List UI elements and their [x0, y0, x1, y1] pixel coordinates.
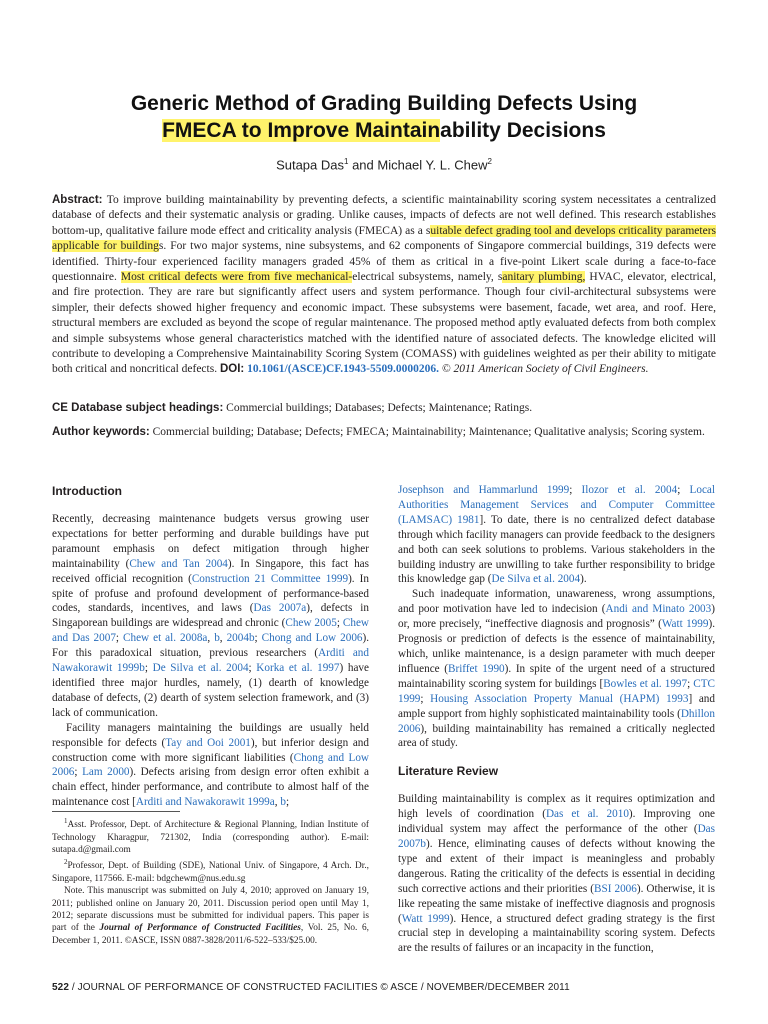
author-1: Sutapa Das: [276, 157, 344, 173]
intro-paragraph-2: [52, 721, 369, 810]
text-run: ) have identified three major hurdles, namely, (1) dearth of knowledge database of defects, (2) dearth of system selection framework, and (3) lack of communication.: [52, 662, 369, 719]
text-run: ,: [274, 796, 281, 809]
left-column: [52, 483, 369, 810]
text-run: ). Defects arising from design error often exhibit a chain effect, hinder performance, and contribute to almost half of the maintenance cost [: [52, 766, 369, 809]
author-2-affil: 2: [487, 157, 492, 166]
citation-link[interactable]: 2004b: [226, 632, 255, 645]
text-run: ). In spite of the urgent need of a structured maintainability scoring system for buildings [: [398, 662, 715, 690]
citation-link[interactable]: Das et al. 2010: [545, 808, 629, 821]
abstract-text-2: s. For two major systems, nine subsystems, and 62 components of Singapore commercial buildings, 319 defects were identified. Thirty-four experienced facility managers graded 45% of them as critical in a five-point Likert scale during a face-to-face questionnaire.: [52, 240, 716, 284]
citation-link[interactable]: Korka et al. 1997: [256, 662, 340, 675]
citation-link[interactable]: Construction 21 Committee 1999: [191, 572, 349, 585]
footnote-text: Asst. Professor, Dept. of Architecture & Regional Planning, Indian Institute of Technology Kharagpur, 721302, India (corresponding author). E-mail: sutapa.d@gmail.com: [52, 820, 369, 855]
citation-link[interactable]: b: [214, 632, 220, 645]
citation-link[interactable]: Lam 2000: [82, 766, 130, 779]
citation-link[interactable]: Dhillon 2006: [398, 707, 715, 735]
citation-link[interactable]: Housing Association Property Manual (HAPM) 1993: [430, 692, 689, 705]
text-run: ;: [285, 796, 290, 809]
abstract-label: Abstract:: [52, 194, 103, 206]
citation-link[interactable]: Chew and Tan 2004: [129, 557, 228, 570]
page-number: 522: [52, 982, 69, 993]
note-text: , Vol. 25, No. 6, December 1, 2011. ©ASCE, ISSN 0887-3828/2011/6-522–533/$25.00.: [52, 923, 370, 946]
citation-link[interactable]: Arditi and Nawakorawit 1999b: [52, 647, 369, 675]
citation-link[interactable]: Bowles et al. 1997: [603, 677, 688, 690]
abstract-text-1: To improve building maintainability by preventing defects, a scientific maintainability scoring system necessitates a centralized database of defects and their systematic analysis or grading. Unlike causes, impacts of defects are not well defined. This research establishes bottom-up, qualitative failure mode effect and criticality analysis (FMECA) as a s: [52, 194, 716, 237]
title-line-1: Generic Method of Grading Building Defects Using: [130, 92, 638, 115]
text-run: ,: [219, 632, 227, 645]
citation-link[interactable]: De Silva et al. 2004: [491, 573, 581, 586]
text-run: ;: [115, 632, 124, 645]
footnote-1: [52, 815, 369, 856]
ce-subject-headings: [52, 401, 716, 416]
text-run: ;: [677, 484, 690, 496]
author-list: [0, 157, 768, 172]
citation-link[interactable]: Chong and Low 2006: [261, 632, 363, 645]
citation-link[interactable]: b: [280, 796, 286, 809]
paper-title: [40, 90, 728, 144]
journal-name: Journal of Performance of Constructed Facilities: [99, 923, 301, 934]
doi-link[interactable]: 10.1061/(ASCE)CF.1943-5509.0000206.: [244, 363, 440, 376]
author-conjunction: and: [348, 157, 378, 173]
title-line-2: [40, 117, 728, 144]
right-column: [398, 483, 715, 956]
footnote-text: Professor, Dept. of Building (SDE), National Univ. of Singapore, 4 Arch. Dr., Singapore, 117566. E-mail: bdgchewm@nus.edu.sg: [52, 861, 369, 884]
citation-link[interactable]: Das 2007b: [398, 823, 715, 851]
citation-link[interactable]: Chong and Low 2006: [52, 751, 369, 779]
text-run: ;: [254, 632, 262, 645]
intro-paragraph-1: [52, 512, 369, 721]
text-run: ;: [248, 662, 257, 675]
footnote-2: [52, 856, 369, 885]
text-run: ) or, more precisely, “ineffective diagnosis and prognosis” (: [398, 603, 715, 631]
footnotes: [52, 815, 369, 947]
citation-link[interactable]: Watt 1999: [401, 912, 450, 925]
doi-label: DOI:: [219, 363, 245, 376]
citation-link[interactable]: Briffet 1990: [448, 662, 505, 675]
citation-link[interactable]: Das 2007a: [253, 602, 307, 615]
abstract-text-3: electrical subsystems, namely, s: [352, 271, 503, 284]
ce-headings-text: Commercial buildings; Databases; Defects; Maintenance; Ratings.: [223, 402, 533, 414]
text-run: ), defects in Singaporean buildings are widespread and chronic (: [52, 602, 370, 630]
text-run: ;: [420, 692, 431, 705]
copyright: © 2011 American Society of Civil Engineers.: [439, 363, 649, 376]
text-run: ;: [336, 617, 343, 630]
abstract-highlight-1: uitable defect grading tool and develops criticality parameters applicable for building: [52, 224, 716, 253]
citation-link[interactable]: Tay and Ooi 2001: [165, 736, 251, 749]
submission-note: [52, 885, 369, 947]
text-run: ,: [207, 632, 215, 645]
text-run: ;: [74, 766, 83, 779]
citation-link[interactable]: CTC 1999: [398, 677, 715, 705]
abstract-highlight-2: Most critical defects were from five mechanical-: [120, 271, 353, 284]
text-run: ). For this paradoxical situation, previous researchers (: [52, 632, 370, 660]
footnote-marker: 2: [64, 858, 68, 867]
ce-headings-label: CE Database subject headings:: [52, 402, 224, 414]
citation-link[interactable]: De Silva et al. 2004: [152, 662, 249, 675]
title-line-2-rest: ability Decisions: [440, 119, 606, 142]
text-run: ). Improving one individual system may affect the performance of the other (: [398, 808, 716, 836]
abstract-text-4: HVAC, elevator, electrical, and fire protection. They are rare but significantly affect users and system performance. Though four civil-architectural subsystems were simpler, their defects showed higher frequency and economic impact. These subsystems were basement, facade, wet area, and roof. Here, structural members are excluded as beyond the scope of regular maintenance. The proposed method aptly evaluated defects from both complex and simple subsystems whose general characteristics matched with the identified nature of associated defects. The knowledge elicited will contribute to developing a Comprehensive Maintainability Scoring System (COMASS) with guidelines weighted as per their ability to mitigate both critical and noncritical defects.: [52, 271, 716, 376]
text-run: ). Otherwise, it is like repeating the same mistake of ineffective diagnosis and prognosis (: [398, 882, 715, 925]
keywords-label: Author keywords:: [52, 426, 150, 438]
text-run: ). In Singapore, this fact has received official recognition (: [52, 557, 369, 585]
text-run: Such inadequate information, unawareness, wrong assumptions, and poor motivation have led to indecision (: [398, 588, 715, 616]
citation-link[interactable]: Josephson and Hammarlund 1999: [398, 484, 570, 496]
text-run: ). Hence, eliminating causes of defects without knowing the type and extent of their impact is meaningless and probably dangerous. Rating the criticality of the defects is essential in deciding such corrective actions and their priorities (: [398, 838, 715, 895]
text-run: ]. To date, there is no centralized defect database through which facility managers can provide feedback to the designers and both can seek solutions to problems. Various stakeholders in the building industry are unwilling to take further responsibility to bridge this knowledge gap (: [398, 513, 715, 586]
text-run: Facility managers maintaining the buildings are usually held responsible for defects (: [52, 721, 369, 749]
right-paragraph-1: [398, 483, 715, 587]
author-2: Michael Y. L. Chew: [377, 157, 488, 173]
right-paragraph-2: [398, 587, 715, 751]
text-run: ;: [569, 484, 582, 496]
text-run: Recently, decreasing maintenance budgets versus growing user expectations for better performing and durable buildings have put paramount emphasis on defect mitigation through higher maintainability (: [52, 513, 369, 570]
citation-link[interactable]: Chew and Das 2007: [52, 617, 369, 645]
literature-review-heading: Literature Review: [398, 764, 499, 779]
text-run: Building maintainability is complex as it requires optimization and high levels of coordination (: [398, 793, 715, 821]
text-run: ).: [580, 573, 587, 586]
abstract-highlight-3: anitary plumbing,: [502, 271, 586, 284]
text-run: ), but inferior design and construction come with more significant liabilities (: [52, 736, 369, 764]
page-footer: [52, 982, 716, 993]
text-run: ). Hence, a structured defect grading strategy is the first crucial step in developing a maintainability scoring system. Defects are the results of failures or an incapacity in the function,: [398, 912, 715, 955]
citation-link[interactable]: Chew 2005: [285, 617, 337, 630]
footnote-divider: [52, 811, 180, 812]
citation-link[interactable]: Chew et al. 2008a: [123, 632, 208, 645]
citation-link[interactable]: Ilozor et al. 2004: [581, 484, 678, 496]
running-footer: / JOURNAL OF PERFORMANCE OF CONSTRUCTED FACILITIES © ASCE / NOVEMBER/DECEMBER 2011: [69, 982, 570, 993]
text-run: ;: [144, 662, 153, 675]
footnote-marker: 1: [64, 817, 68, 825]
citation-link[interactable]: Andi and Minato 2003: [605, 603, 712, 616]
text-run: ), building maintainability has remained a critically neglected area of study.: [398, 722, 715, 750]
keywords-text: Commercial building; Database; Defects; FMECA; Maintainability; Maintenance; Qualitative analysis; Scoring system.: [149, 426, 705, 438]
citation-link[interactable]: Arditi and Nawakorawit 1999a: [135, 796, 275, 809]
text-run: ] and ample support from highly sophisticated maintainability tools (: [398, 692, 715, 720]
text-run: ). Prognosis or prediction of defects is the essence of maintainability, which, unlike maintenance, is a design parameter with much deeper influence (: [398, 618, 715, 675]
title-highlight: FMECA to Improve Maintain: [162, 119, 441, 142]
citation-link[interactable]: Local Authorities Management Services and Computer Committee (LAMSAC) 1981: [398, 484, 715, 526]
introduction-heading: Introduction: [52, 484, 122, 498]
literature-paragraph-1: [398, 792, 715, 956]
text-run: ). In spite of profuse and profound development of performance-based codes, standards, incentives, and laws (: [52, 572, 369, 615]
author-keywords: [52, 425, 716, 440]
text-run: ;: [687, 677, 694, 690]
citation-link[interactable]: BSI 2006: [594, 882, 637, 895]
abstract: [52, 193, 716, 378]
author-1-affil: 1: [344, 157, 349, 166]
citation-link[interactable]: Watt 1999: [661, 618, 709, 631]
note-text: Note. This manuscript was submitted on July 4, 2010; approved on January 19, 2011; published online on January 20, 2011. Discussion period open until May 1, 2012; separate discussions must be submitted for individual papers. This paper is part of the: [52, 886, 369, 934]
